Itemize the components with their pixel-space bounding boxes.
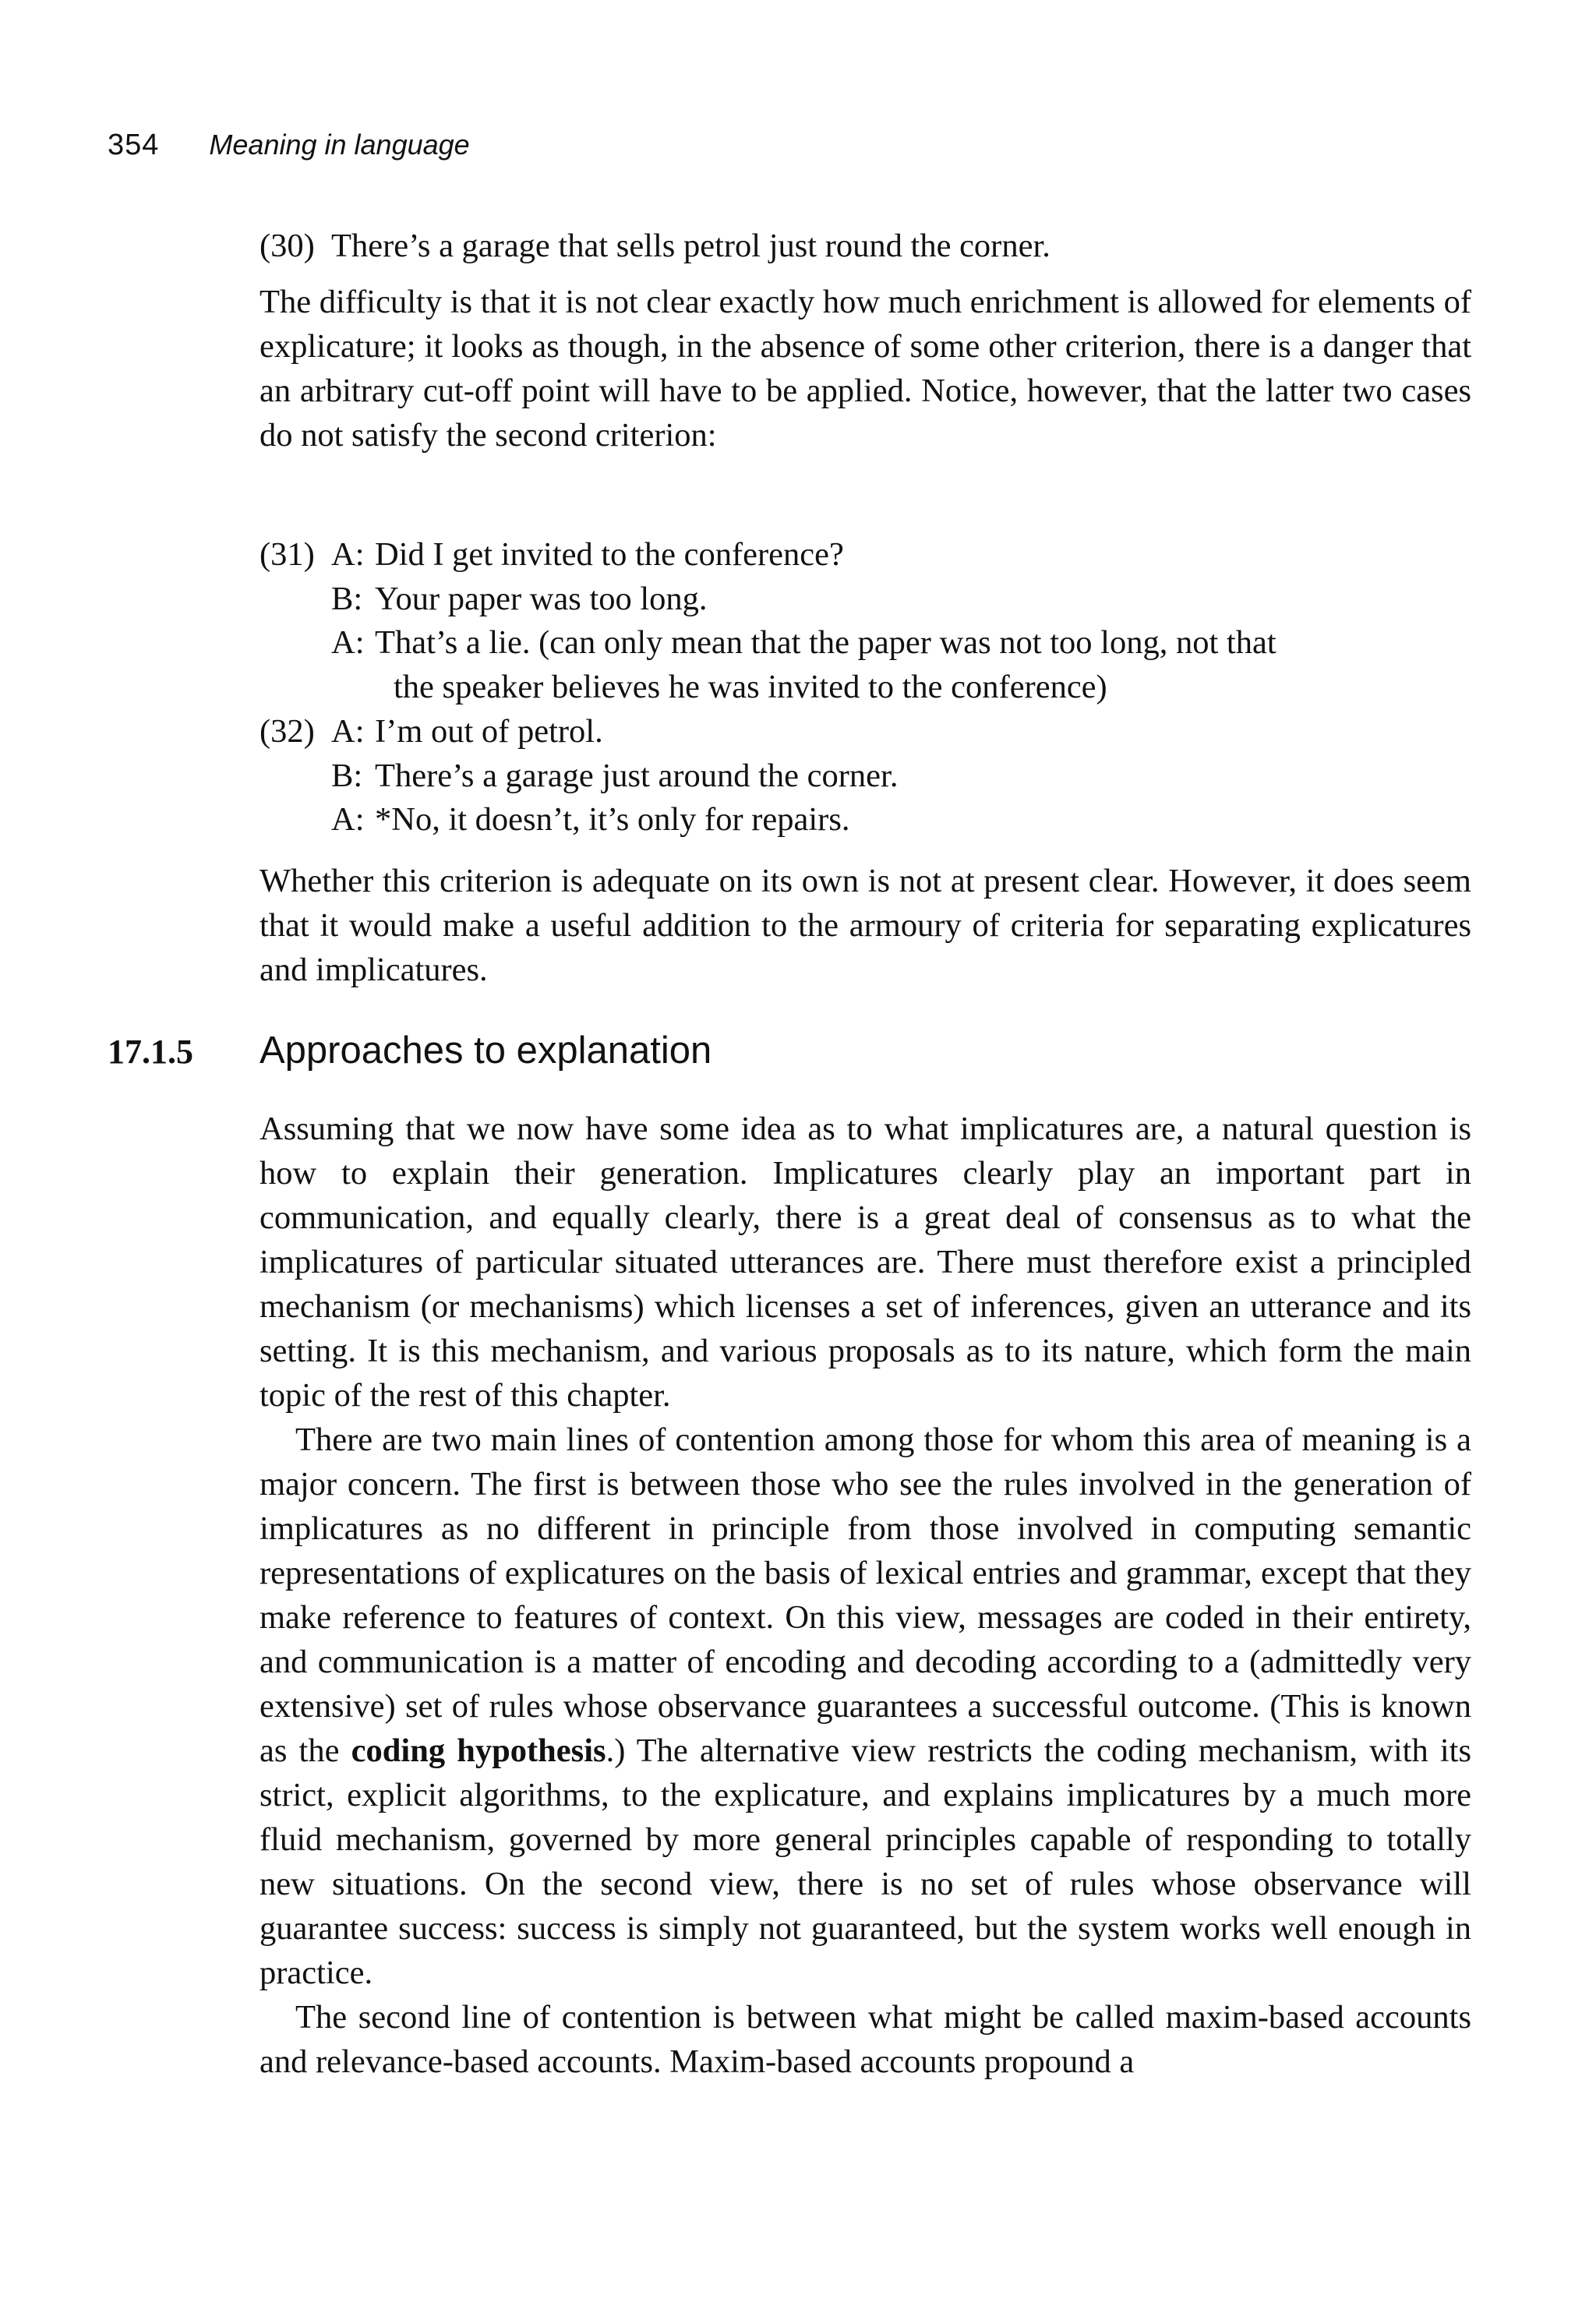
utterance: I’m out of petrol. bbox=[375, 713, 603, 750]
speaker-label: A: bbox=[331, 801, 365, 838]
paragraph-text-before-term: There are two main lines of contention among those for whom this area of meaning is a major concern. The first is between those who see the rules involved in the generation of implicatures as no different in principle from those involved in computing semantic representations of explicatures on the basis of lexical entries and grammar, except that they make reference to features of context. On this view, messages are coded in their entirety, and communication is a matter of encoding and decoding according to a (admittedly very extensive) set of rules whose observance guarantees a successful outcome. (This is known as the bbox=[260, 1421, 1471, 1769]
example-number: (32) bbox=[260, 713, 315, 750]
example-31-continuation: the speaker believes he was invited to the conference) bbox=[394, 669, 1107, 705]
speaker-label: A: bbox=[331, 624, 365, 661]
running-title: Meaning in language bbox=[209, 129, 470, 161]
speaker-label: A: bbox=[331, 536, 365, 573]
page-number: 354 bbox=[108, 129, 160, 161]
utterance: Did I get invited to the conference? bbox=[375, 536, 844, 573]
section-title: Approaches to explanation bbox=[260, 1029, 712, 1072]
utterance: That’s a lie. (can only mean that the paper was not too long, not that bbox=[375, 624, 1276, 661]
section-body bbox=[260, 1107, 1471, 2084]
paragraph-text-after-term: .) The alternative view restricts the coding mechanism, with its strict, explicit algorithms, to the explicature, and explains implicatures by a much more fluid mechanism, governed by more general principles capable of responding to totally new situations. On the second view, there is no set of rules whose observance will guarantee success: success is simply not guaranteed, but the system works well enough in practice. bbox=[260, 1732, 1472, 1991]
example-32-line-2 bbox=[260, 754, 1475, 798]
example-number: (31) bbox=[260, 536, 315, 573]
speaker-label: A: bbox=[331, 713, 365, 750]
section-heading bbox=[108, 1029, 1432, 1091]
speaker-label: B: bbox=[331, 758, 363, 794]
example-31-line-1 bbox=[260, 532, 1475, 577]
paragraph-text: Whether this criterion is adequate on its own is not at present clear. However, it does seem that it would make a useful addition to the armoury of criteria for separating explicatures and implicatures. bbox=[260, 863, 1471, 988]
example-32-line-3 bbox=[260, 797, 1475, 842]
section-number: 17.1.5 bbox=[108, 1033, 193, 1071]
coding-hypothesis-term: coding hypothesis bbox=[351, 1732, 606, 1769]
utterance: Your paper was too long. bbox=[375, 581, 708, 617]
example-text: There’s a garage that sells petrol just round the corner. bbox=[331, 228, 1050, 264]
example-32-line-1 bbox=[260, 709, 1475, 754]
paragraph-enrichment bbox=[260, 280, 1471, 457]
example-30 bbox=[260, 224, 1475, 268]
paragraph-approaches: Assuming that we now have some idea as to what implicatures are, a natural question is how to explain their generation. Implicatures clearly play an important part in communication, and equally clearly, there is a great deal of consensus as to what the implicatures of particular situated utterances are. There must therefore exist a principled mechanism (or mechanisms) which licenses a set of inferences, given an utterance and its setting. It is this mechanism, and various proposals as to its nature, which form the main topic of the rest of this chapter. bbox=[260, 1111, 1471, 1414]
paragraph-text: The difficulty is that it is not clear exactly how much enrichment is allowed for elements of explicature; it looks as though, in the absence of some other criterion, there is a danger that an arbitrary cut-off point will have to be applied. Notice, however, that the latter two cases do not satisfy the second criterion: bbox=[260, 284, 1471, 454]
example-number: (30) bbox=[260, 228, 315, 264]
example-31-line-3 bbox=[260, 620, 1475, 665]
paragraph-criterion bbox=[260, 859, 1471, 992]
paragraph-coding bbox=[260, 1418, 1471, 1995]
utterance: *No, it doesn’t, it’s only for repairs. bbox=[375, 801, 850, 838]
utterance: There’s a garage just around the corner. bbox=[375, 758, 899, 794]
example-31-line-2 bbox=[260, 577, 1475, 621]
running-head bbox=[108, 129, 1276, 175]
speaker-label: B: bbox=[331, 581, 363, 617]
paragraph-second-line: The second line of contention is between what might be called maxim-based accounts and relevance-based accounts. Maxim-based accounts propound a bbox=[260, 1999, 1471, 2080]
